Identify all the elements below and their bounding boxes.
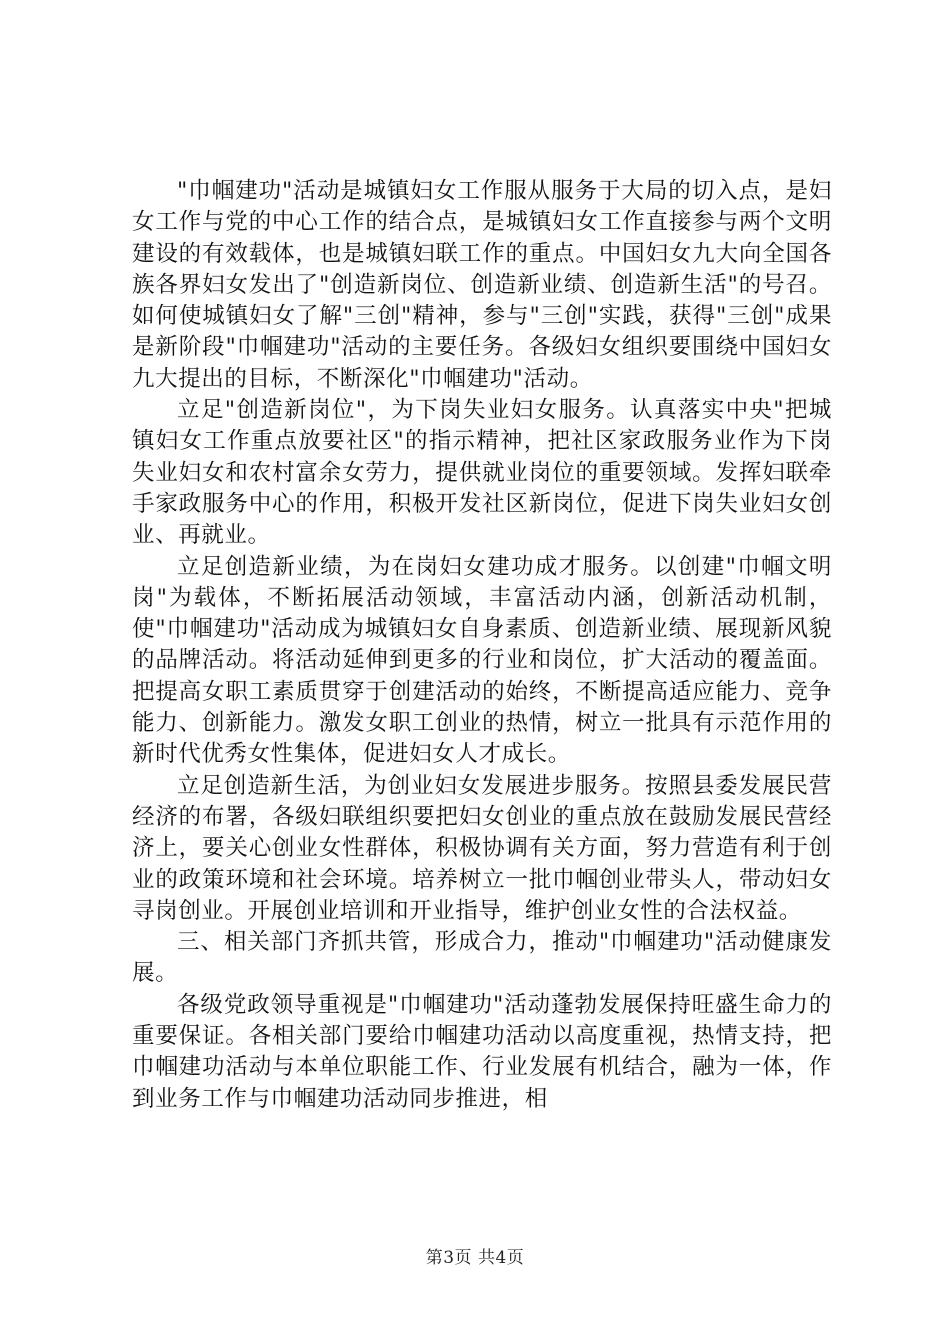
- paragraph-2: 立足"创造新岗位"，为下岗失业妇女服务。认真落实中央"把城镇妇女工作重点放要社区"的指示精神，把社区家政服务业作为下岗失业妇女和农村富余女劳力，提供就业岗位的重要领域。发挥妇联牵手家政服务中心的作用，积极开发社区新岗位，促进下岗失业妇女创业、再就业。: [132, 397, 832, 549]
- paragraph-3: 立足创造新业绩，为在岗妇女建功成才服务。以创建"巾帼文明岗"为载体，不断拓展活动领域，丰富活动内涵，创新活动机制，使"巾帼建功"活动成为城镇妇女自身素质、创造新业绩、展现新风貌的品牌活动。将活动延伸到更多的行业和岗位，扩大活动的覆盖面。把提高女职工素质贯穿于创建活动的始终，不断提高适应能力、竞争能力、创新能力。激发女职工创业的热情，树立一批具有示范作用的新时代优秀女性集体，促进妇女人才成长。: [132, 553, 832, 768]
- paragraph-4: 立足创造新生活，为创业妇女发展进步服务。按照县委发展民营经济的布署，各级妇联组织要把妇女创业的重点放在鼓励发展民营经济上，要关心创业女性群体，积极协调有关方面，努力营造有利于创业的政策环境和社会环境。培养树立一批巾帼创业带头人，带动妇女寻岗创业。开展创业培训和开业指导，维护创业女性的合法权益。: [132, 772, 832, 924]
- page-footer: 第3页 共4页: [425, 1248, 525, 1268]
- paragraph-6: 各级党政领导重视是"巾帼建功"活动蓬勃发展保持旺盛生命力的重要保证。各相关部门要给巾帼建功活动以高度重视，热情支持，把巾帼建功活动与本单位职能工作、行业发展有机结合，融为一体，作到业务工作与巾帼建功活动同步推进，相: [132, 991, 832, 1112]
- paragraph-1: "巾帼建功"活动是城镇妇女工作服从服务于大局的切入点，是妇女工作与党的中心工作的结合点，是城镇妇女工作直接参与两个文明建设的有效载体，也是城镇妇联工作的重点。中国妇女九大向全国各族各界妇女发出了"创造新岗位、创造新业绩、创造新生活"的号召。如何使城镇妇女了解"三创"精神，参与"三创"实践，获得"三创"成果是新阶段"巾帼建功"活动的主要任务。各级妇女组织要围绕中国妇女九大提出的目标，不断深化"巾帼建功"活动。: [132, 178, 832, 392]
- document-body: [132, 176, 832, 1115]
- section-heading-3: 三、相关部门齐抓共管，形成合力，推动"巾帼建功"活动健康发展。: [132, 929, 832, 987]
